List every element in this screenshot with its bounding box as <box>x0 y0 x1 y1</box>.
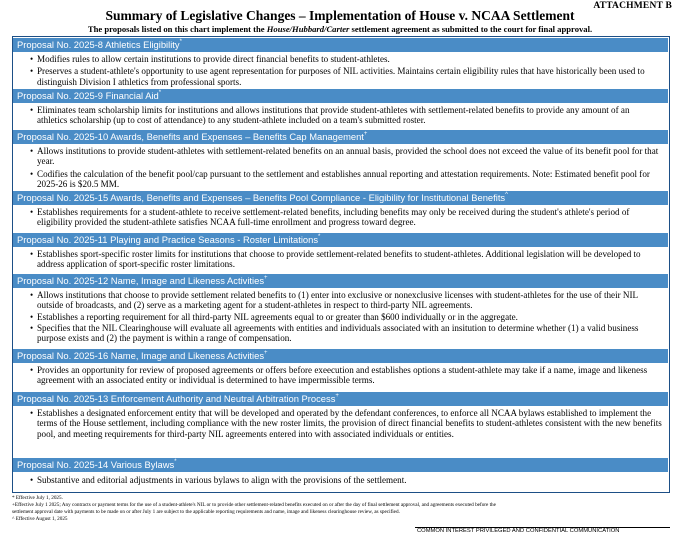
proposal-header <box>13 349 668 363</box>
proposal-section <box>13 392 668 439</box>
proposal-header <box>13 38 668 52</box>
effective-mark: + <box>264 350 268 356</box>
bullet-item: • Allows institutions to provide student-athletes with settlement-related benefits on an annual basis, provided the school does not exceed the value of its benefit pool for that year. <box>13 146 668 167</box>
proposal-section <box>13 349 668 386</box>
bullet-item: • Eliminates team scholarship limits for institutions and allows institutions that provide student-athletes with settlement-related benefits to provide any amount of an athletics scholarship (up to cost of attendance) to any student-athlete included on a team's submitted roster. <box>13 105 668 126</box>
document-subtitle <box>0 24 680 34</box>
footnote: +Effective July 1 2025; Any contracts or payment terms for the use of a student-athlete's NIL or to provide other settlement-related benefits executed on or after the day of final settlement approval, and agreements executed before the <box>12 502 496 508</box>
bullet-item: • Preserves a student-athlete's opportunity to use agent representation for purposes of NIL activities. Maintains certain eligibility rules that have historically been used to distinguish Division I athletics from professional sports. <box>13 66 668 87</box>
proposal-section <box>13 233 668 270</box>
proposals-table <box>12 36 670 493</box>
proposal-header <box>13 458 668 472</box>
proposal-header <box>13 233 668 247</box>
proposal-header <box>13 89 668 103</box>
effective-mark: + <box>363 131 368 137</box>
proposal-header <box>13 274 668 288</box>
bullet-item: • Specifies that the NIL Clearinghouse will evaluate all agreements with entities and individuals associated with an insitution to determine whether (1) a valid business purpose exists and (2) the payment is within a range of compensation. <box>13 323 668 344</box>
bullet-item: • Establishes requirements for a student-athlete to receive settlement-related benefits, including benefits may only be received during the student's athlete's period of eligibility provided the student-athlete satisfies NCAA full-time enrollment and progress toward degree. <box>13 207 668 228</box>
proposal-title: Proposal No. 2025-14 Various Bylaws <box>17 459 175 470</box>
proposal-header <box>13 392 668 406</box>
bullet-item: • Substantive and editorial adjustments in various bylaws to align with the provisions of the settlement. <box>13 475 668 485</box>
proposal-header <box>13 130 668 144</box>
proposal-title: Proposal No. 2025-15 Awards, Benefits and Expenses – Benefits Pool Compliance - Eligibility for Institutional Benefits <box>17 192 506 203</box>
proposal-section <box>13 274 668 343</box>
proposal-title: Proposal No. 2025-9 Financial Aid <box>17 90 159 101</box>
attachment-label: ATTACHMENT B <box>593 1 672 11</box>
proposal-section <box>13 191 668 228</box>
bullet-item: • Allows institutions that choose to provide settlement related benefits to (1) enter into exclusive or nonexclusive licenses with student-athletes for the use of their NIL outside of broadcasts, and (2) serve as a marketing agent for a student-athletes in respect to third-party NIL agreements. <box>13 290 668 311</box>
proposal-title: Proposal No. 2025-8 Athletics Eligibility <box>17 39 180 50</box>
proposal-header <box>13 191 668 205</box>
footnote: ^ Effective August 1, 2025 <box>12 516 68 522</box>
bullet-item: • Provides an opportunity for review of proposed agreements or offers before exeecution and establishes options a student-athlete may take if a name, image and likeness agreement with an associated entity or individual is determined to have impermissible terms. <box>13 365 668 386</box>
subtitle-text-1: The proposals listed on this chart implement the <box>87 24 267 34</box>
subtitle-text-2: settlement agreement as submitted to the court for final approval. <box>349 24 593 34</box>
bullet-item: • Codifies the calculation of the benefit pool/cap pursuant to the settlement and establishes annual reporting and attestation requirements. Note: Estimated benefit pool for 2025-26 is $20.5 MM. <box>13 169 668 190</box>
footnote: settlement approval date with payments to be made on or after July 1 are subject to the applicable reporting requirements and name, image and likeness clearinghouse review, as specified. <box>12 509 400 515</box>
proposal-title: Proposal No. 2025-16 Name, Image and Likeness Activities <box>17 350 265 361</box>
proposal-section <box>13 38 668 87</box>
proposal-section <box>13 89 668 126</box>
bullet-item: • Establishes a designated enforcement entity that will be developed and operated by the defendant conferences, to enforce all NCAA bylaws established to implement the terms of the House settlement, including compliance with the new roster limits, the provision of direct financial benefits to student-athletes consistent with the new benefits pool, and meeting requirements for third-party NIL agreements entered into with associated individuals or entities. <box>13 408 668 439</box>
document-title: Summary of Legislative Changes – Implementation of House v. NCAA Settlement <box>105 8 575 23</box>
effective-mark: + <box>335 393 339 399</box>
subtitle-case-name: House/Hubbard/Carter <box>266 24 350 34</box>
effective-mark: + <box>264 275 268 281</box>
proposal-title: Proposal No. 2025-11 Playing and Practice Seasons - Roster Limitations <box>17 234 319 245</box>
effective-mark: * <box>318 234 321 240</box>
effective-mark: * <box>179 39 182 45</box>
footnote: * Effective July 1, 2025. <box>12 495 63 501</box>
proposal-section <box>13 130 668 189</box>
effective-mark: * <box>174 459 177 465</box>
proposal-title: Proposal No. 2025-12 Name, Image and Likeness Activities <box>17 275 265 286</box>
bullet-item: • Establishes a reporting requirement for all third-party NIL agreements equal to or greater than $600 individually or in the aggregate. <box>13 312 668 322</box>
proposal-title: Proposal No. 2025-13 Enforcement Authority and Neutral Arbitration Process <box>17 393 336 404</box>
proposal-title: Proposal No. 2025-10 Awards, Benefits and Expenses – Benefits Cap Management <box>17 131 364 142</box>
proposal-section <box>13 458 668 485</box>
effective-mark: * <box>158 90 162 96</box>
bullet-item: • Establishes sport-specific roster limits for institutions that choose to provide settlement-related benefits to student-athletes. Additional legislation will be developed to address application of sport-specific roster limitations. <box>13 249 668 270</box>
confidential-notice: COMMON INTEREST PRIVILEGED AND CONFIDENTIAL COMMUNICATION <box>417 528 620 534</box>
bullet-item: • Modifies rules to allow certain institutions to provide direct financial benefits to student-athletes. <box>13 54 668 64</box>
effective-mark: ^ <box>505 192 508 198</box>
